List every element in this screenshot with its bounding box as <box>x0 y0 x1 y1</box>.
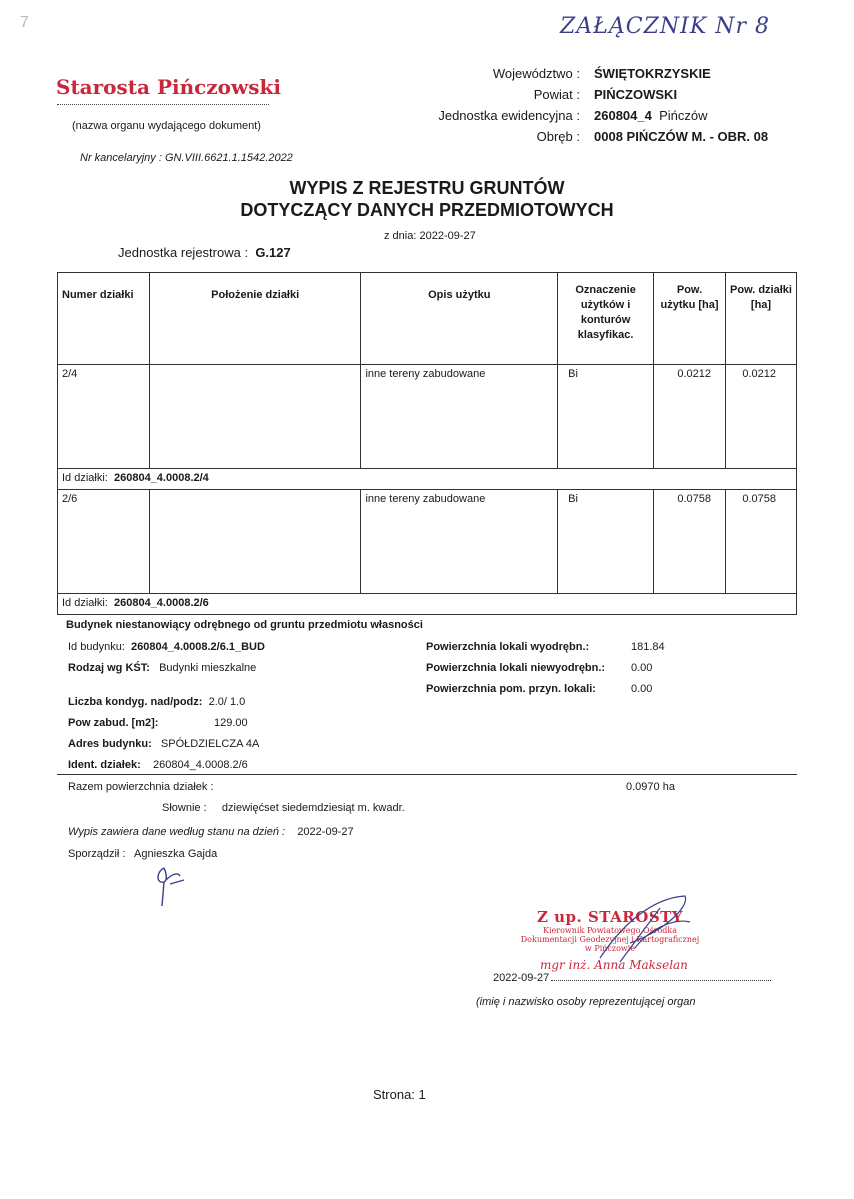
total-area-value: 0.0970 ha <box>626 781 675 793</box>
precinct-value: 0008 PIŃCZÓW M. - OBR. 08 <box>594 129 769 144</box>
issuer-name: Starosta Pińczowski <box>56 75 281 99</box>
registration-unit <box>118 245 291 260</box>
parcel-id-label: Id działki: <box>62 597 108 609</box>
premises-auxiliary-value: 0.00 <box>631 683 653 695</box>
unit-value <box>594 105 768 126</box>
parcel-total-area: 0.0758 <box>725 490 796 594</box>
address-label: Adres budynku: <box>68 738 152 750</box>
table-header-row <box>58 273 797 365</box>
building-kind: Budynki mieszkalne <box>159 662 257 674</box>
title-line-1: WYPIS Z REJESTRU GRUNTÓW <box>289 178 565 198</box>
building-heading: Budynek niestanowiący odrębnego od gruntu przedmiotu własności <box>66 619 423 631</box>
premises-separate-value: 181.84 <box>631 641 665 653</box>
signature-dotted-line <box>551 980 771 981</box>
table-row-id <box>58 594 797 615</box>
title-date <box>384 230 476 242</box>
premises-separate-label: Powierzchnia lokali wyodrębn.: <box>426 641 590 653</box>
table-row <box>58 365 797 469</box>
parcel-class: Bi <box>558 365 654 469</box>
unit-code: 260804_4 <box>594 108 652 123</box>
parcel-id-cell <box>58 594 797 615</box>
title-date-label: z dnia: <box>384 230 417 242</box>
summary-divider <box>57 774 797 775</box>
state-date-value: 2022-09-27 <box>297 826 354 838</box>
registration-unit-value: G.127 <box>255 245 291 260</box>
prepared-by-label: Sporządził : <box>68 848 126 860</box>
stamp-line-1: Z up. STAROSTY <box>536 908 684 926</box>
stamp-signatory-name: mgr inż. Anna Makselan <box>540 958 688 972</box>
location-labels <box>360 63 580 147</box>
parcel-id-label: Id działki: <box>62 472 108 484</box>
parcels-table <box>57 272 797 615</box>
floors-value: 2.0/ 1.0 <box>208 696 246 708</box>
state-date-row <box>68 826 354 838</box>
built-area-label: Pow zabud. [m2]: <box>68 717 159 729</box>
issuer-dotted-line <box>57 104 269 105</box>
unit-name: Pińczów <box>659 108 708 123</box>
registry-number: GN.VIII.6621.1.1542.2022 <box>164 152 293 164</box>
built-area-row <box>68 713 259 734</box>
total-area-label: Razem powierzchnia działek : <box>68 781 214 793</box>
premises-values <box>631 637 665 700</box>
building-details <box>68 637 265 679</box>
building-more-details <box>68 692 259 776</box>
location-values <box>594 63 768 147</box>
premises-auxiliary-label: Powierzchnia pom. przyn. lokali: <box>426 683 596 695</box>
title-date-value: 2022-09-27 <box>419 230 476 242</box>
building-id-row <box>68 637 265 658</box>
header-use-area: Pow. użytku [ha] <box>654 273 726 365</box>
premises-nonseparate-label: Powierzchnia lokali niewyodrębn.: <box>426 662 606 674</box>
initials-signature <box>150 862 190 910</box>
parcel-use: inne tereny zabudowane <box>361 490 558 594</box>
page-number: Strona: 1 <box>373 1087 426 1102</box>
issuer-caption: (nazwa organu wydającego dokument) <box>72 120 261 132</box>
parcel-id: 260804_4.0008.2/6 <box>113 597 209 609</box>
building-kind-row <box>68 658 265 679</box>
premises-nonseparate-value: 0.00 <box>631 662 653 674</box>
parcel-id: 260804_4.0008.2/4 <box>113 472 209 484</box>
signature-caption: (imię i nazwisko osoby reprezentującej organ <box>476 996 696 1008</box>
header-use-description: Opis użytku <box>361 273 558 365</box>
stamp-line-2: Kierownik Powiatowego Ośrodka <box>542 926 678 935</box>
parcel-location <box>149 365 361 469</box>
registry-number-label <box>80 152 293 164</box>
parcel-id-cell <box>58 469 797 490</box>
unit-label: Jednostka ewidencyjna : <box>438 108 580 123</box>
parcel-use-area: 0.0758 <box>654 490 726 594</box>
stamp-line-3: Dokumentacji Geodezyjnej i Kartograficznej <box>520 935 700 944</box>
precinct-label: Obręb : <box>536 129 580 144</box>
parcel-use-area: 0.0212 <box>654 365 726 469</box>
title-line-2: DOTYCZĄCY DANYCH PRZEDMIOTOWYCH <box>240 200 614 220</box>
parcel-ids-row <box>68 755 259 776</box>
floors-row <box>68 692 259 713</box>
parcel-class: Bi <box>558 490 654 594</box>
header-parcel-location: Położenie działki <box>149 273 361 365</box>
parcel-number: 2/6 <box>58 490 150 594</box>
header-parcel-area: Pow. działki [ha] <box>725 273 796 365</box>
prepared-by-row <box>68 848 217 860</box>
prepared-by-value: Agnieszka Gajda <box>134 848 218 860</box>
floors-label: Liczba kondyg. nad/podz: <box>68 696 203 708</box>
parcel-number: 2/4 <box>58 365 150 469</box>
parcel-location <box>149 490 361 594</box>
parcel-ids-label: Ident. działek: <box>68 759 141 771</box>
address-value: SPÓŁDZIELCZA 4A <box>160 738 260 750</box>
area-in-words-label: Słownie : <box>162 802 207 814</box>
area-in-words <box>162 802 405 814</box>
county-value: PIŃCZOWSKI <box>594 87 678 102</box>
parcel-total-area: 0.0212 <box>725 365 796 469</box>
registry-number-label-text: Nr kancelaryjny : <box>80 152 162 164</box>
table-row-id <box>58 469 797 490</box>
header-parcel-number: Numer działki <box>58 273 150 365</box>
handwritten-annotation: ZAŁĄCZNIK Nr 8 <box>560 14 771 39</box>
parcel-ids-value: 260804_4.0008.2/6 <box>152 759 248 771</box>
header-classification: Oznaczenie użytków i konturów klasyfikac. <box>558 273 654 365</box>
building-id-label: Id budynku: <box>68 641 125 653</box>
document-title <box>0 177 854 221</box>
table-row <box>58 490 797 594</box>
state-date-label: Wypis zawiera dane według stanu na dzień : <box>68 826 286 838</box>
registration-unit-label: Jednostka rejestrowa : <box>118 245 249 260</box>
county-label: Powiat : <box>533 87 580 102</box>
signature-date-row <box>493 972 771 984</box>
margin-mark: 7 <box>20 14 29 31</box>
signature-scribble <box>590 888 700 968</box>
premises-labels <box>426 637 605 700</box>
address-row <box>68 734 259 755</box>
built-area-value: 129.00 <box>214 717 248 729</box>
voivodeship-value: ŚWIĘTOKRZYSKIE <box>594 66 711 81</box>
area-in-words-value: dziewięćset siedemdziesiąt m. kwadr. <box>221 802 405 814</box>
parcel-use: inne tereny zabudowane <box>361 365 558 469</box>
stamp-line-4: w Pińczowie <box>584 944 636 953</box>
building-id: 260804_4.0008.2/6.1_BUD <box>131 641 265 653</box>
signature-date: 2022-09-27 <box>493 972 550 984</box>
voivodeship-label: Województwo : <box>492 66 580 81</box>
building-kind-label: Rodzaj wg KŚT: <box>68 662 150 674</box>
